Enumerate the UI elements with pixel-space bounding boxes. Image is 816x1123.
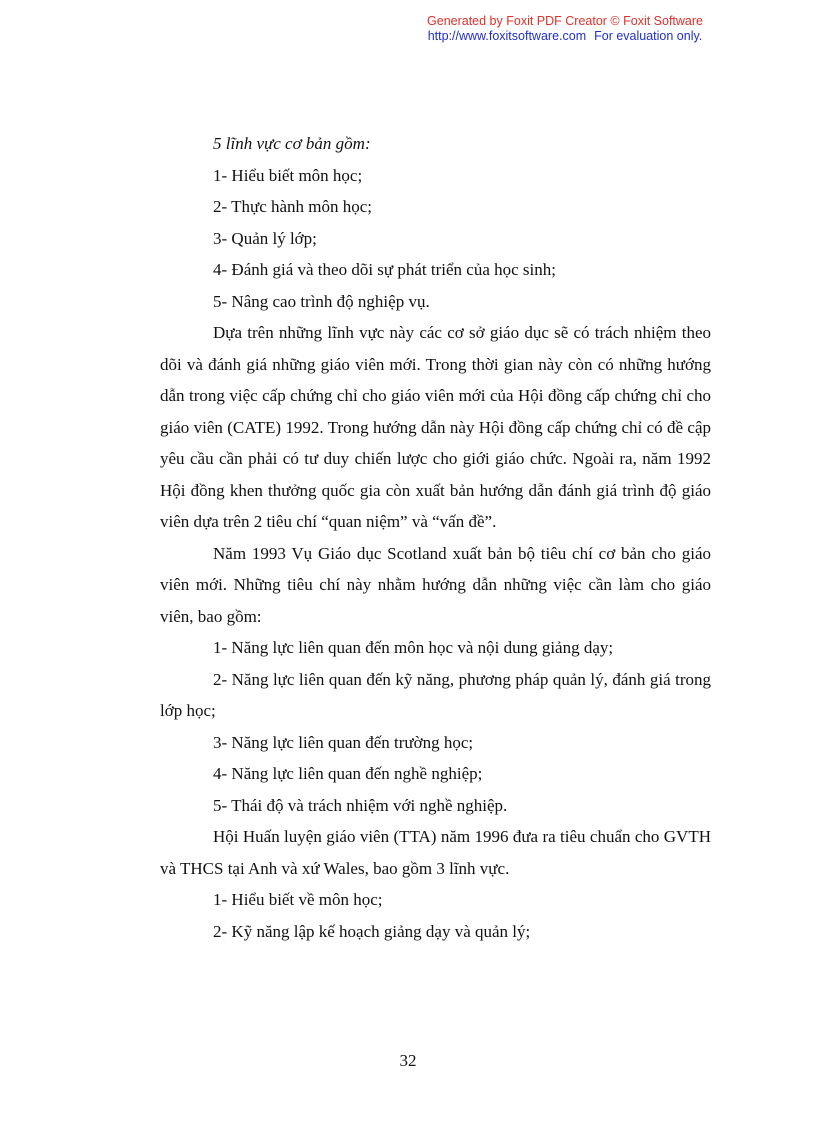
watermark-generator-text: Generated by Foxit PDF Creator © Foxit Software: [427, 14, 703, 28]
list-item: 5- Nâng cao trình độ nghiệp vụ.: [213, 291, 430, 311]
list-item: 3- Quản lý lớp;: [213, 228, 317, 248]
list-item: 2- Năng lực liên quan đến kỹ năng, phương pháp quản lý, đánh giá trong lớp học;: [160, 669, 711, 720]
watermark-note: For evaluation only.: [594, 29, 703, 43]
list-item: 1- Năng lực liên quan đến môn học và nội dung giảng dạy;: [213, 638, 614, 657]
list-item: 5- Thái độ và trách nhiệm với nghề nghiệp.: [213, 795, 508, 815]
list-item: 4- Đánh giá và theo dõi sự phát triển của học sinh;: [213, 260, 556, 279]
paragraph: Năm 1993 Vụ Giáo dục Scotland xuất bản bộ tiêu chí cơ bản cho giáo viên mới. Những tiêu chí này nhằm hướng dẫn những việc cần làm cho giáo viên, bao gồm:: [160, 543, 711, 626]
list-item: 4- Năng lực liên quan đến nghề nghiệp;: [213, 764, 483, 783]
paragraph: Dựa trên những lĩnh vực này các cơ sở giáo dục sẽ có trách nhiệm theo dõi và đánh giá những giáo viên mới. Trong thời gian này còn có những hướng dẫn trong việc cấp chứng chỉ cho giáo viên mới của Hội đồng cấp chứng chỉ cho giáo viên (CATE) 1992. Trong hướng dẫn này Hội đồng cấp chứng chỉ có đề cập yêu cầu cần phải có tư duy chiến lược cho giới giáo chức. Ngoài ra, năm 1992 Hội đồng khen thưởng quốc gia còn xuất bản hướng dẫn đánh giá trình độ giáo viên dựa trên 2 tiêu chí “quan niệm” và “vấn đề”.: [160, 323, 711, 531]
list-item: 3- Năng lực liên quan đến trường học;: [213, 732, 474, 752]
watermark-link[interactable]: http://www.foxitsoftware.com: [427, 29, 587, 43]
document-body: [160, 128, 711, 947]
paragraph: Hội Huấn luyện giáo viên (TTA) năm 1996 đưa ra tiêu chuẩn cho GVTH và THCS tại Anh và xứ Wales, bao gồm 3 lĩnh vực.: [160, 827, 711, 878]
list-item: 1- Hiểu biết môn học;: [213, 165, 363, 185]
section-heading: 5 lĩnh vực cơ bản gồm:: [213, 134, 371, 153]
list-item: 2- Thực hành môn học;: [213, 197, 373, 216]
list-item: 1- Hiểu biết về môn học;: [213, 890, 383, 909]
pdf-creator-watermark: [427, 14, 703, 44]
list-item: 2- Kỹ năng lập kế hoạch giảng dạy và quản lý;: [213, 921, 531, 941]
watermark-link-line: [427, 29, 703, 44]
page-number: 32: [399, 1051, 417, 1070]
